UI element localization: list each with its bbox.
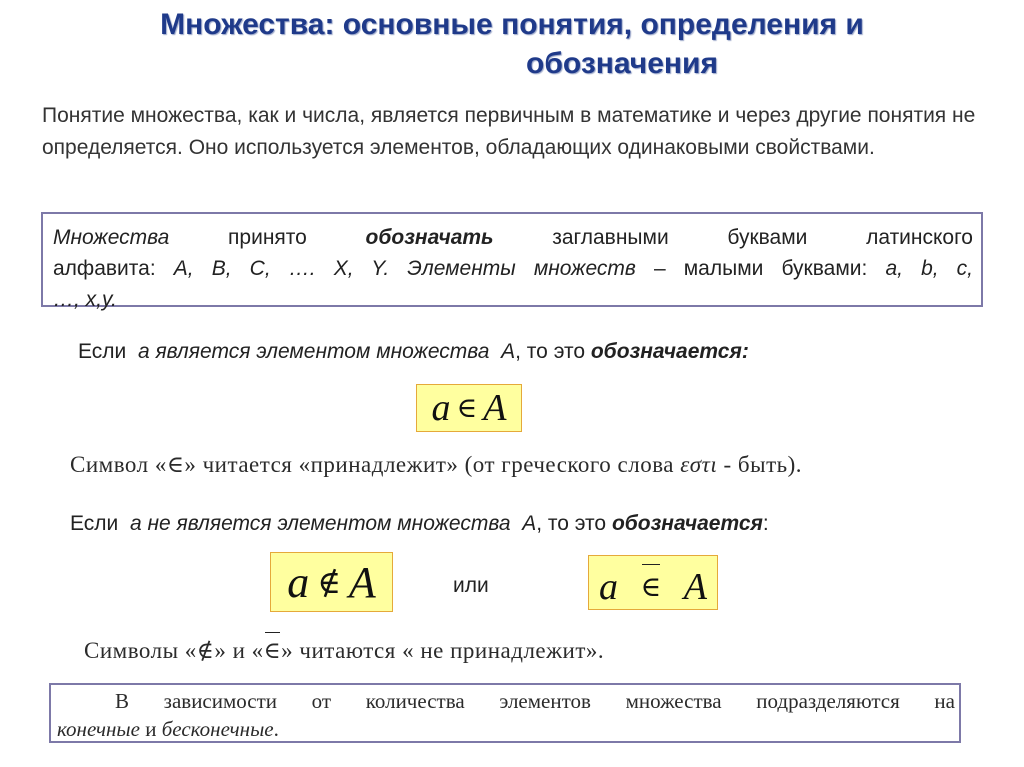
finite-word: конечные (57, 717, 140, 741)
classification-line-1: В зависимости от количества элементов множества подразделяются на (115, 689, 955, 713)
lowercase-phrase: – малыми буквами: (653, 257, 868, 280)
overlined-element-of-symbol-2: ∈ (263, 638, 282, 663)
formula-a-2: a (287, 557, 310, 607)
non-membership-reading (84, 638, 604, 664)
then-phrase-2: , то это (536, 512, 607, 535)
colon: : (762, 512, 769, 535)
page-title-line-1: Множества: основные понятия, определения и (160, 8, 864, 41)
infinite-word: бесконечные (161, 717, 274, 741)
formula-set-a: A (483, 387, 507, 429)
membership-statement (78, 340, 749, 364)
page-title-line-2: обозначения (526, 47, 718, 80)
lowercase-list-b: …, x,y. (53, 288, 117, 311)
latin-word: латинского (866, 226, 973, 249)
non-membership-formula-alt (588, 555, 718, 610)
non-membership-statement (70, 512, 769, 536)
denoted-word-2: обозначается (611, 512, 763, 535)
accepted-word: принято (228, 226, 307, 249)
reading-start: Символы « (84, 638, 197, 663)
membership-formula (416, 384, 522, 432)
not-element-of-symbol-2: ∉ (196, 638, 215, 663)
sets-word: Множества (53, 226, 170, 249)
not-element-of-symbol: ∉ (317, 564, 341, 600)
reading-end: » читаются « не принадлежит». (281, 638, 605, 663)
formula-set-a-3: A (683, 565, 707, 608)
formula-set-a-2: A (348, 557, 376, 607)
and-word: и (145, 717, 157, 741)
capital-word: заглавными (552, 226, 669, 249)
capitals-list: A, B, C, …. X, Y. (173, 257, 390, 280)
greek-word: εστι (680, 452, 718, 477)
notation-box (41, 212, 983, 311)
set-a-letter-2: A (522, 512, 537, 535)
set-a-letter: A (501, 340, 516, 363)
then-phrase: , то это (515, 340, 586, 363)
classification-box (49, 683, 961, 743)
membership-reading-end: - быть). (723, 452, 803, 477)
a-is-element-phrase: a является элементом множества (137, 340, 490, 363)
a-not-element-phrase: a не является элементом множества (129, 512, 511, 535)
period: . (273, 717, 279, 741)
element-of-symbol: ∈ (456, 393, 478, 424)
formula-a: a (431, 387, 451, 429)
classification-line-2 (57, 715, 955, 743)
elements-phrase: Элементы множеств (407, 257, 636, 280)
membership-reading-text: Символ «∈» читается «принадлежит» (от греческого слова (70, 452, 674, 477)
alphabet-word: алфавита: (53, 257, 156, 280)
or-word: или (453, 574, 489, 597)
notation-line-2 (53, 253, 973, 284)
membership-reading (70, 452, 802, 478)
reading-mid: » и « (214, 638, 264, 663)
notation-line-1 (53, 222, 973, 253)
letters-word: буквами (727, 226, 808, 249)
notation-line-3 (53, 284, 973, 315)
if-word: Если (78, 340, 127, 363)
lowercase-list-a: a, b, c, (885, 257, 974, 280)
denote-word: обозначать (365, 226, 494, 249)
non-membership-formula (270, 552, 393, 612)
intro-paragraph: Понятие множества, как и числа, является первичным в математике и через другие понятия не определяется. Оно используется элементов, обладающих одинаковыми свойствами. (42, 104, 976, 159)
formula-a-3: a (599, 565, 618, 608)
denoted-word: обозначается: (590, 340, 749, 363)
if-word-2: Если (70, 512, 119, 535)
overlined-element-of-symbol: ∈ (640, 571, 662, 603)
